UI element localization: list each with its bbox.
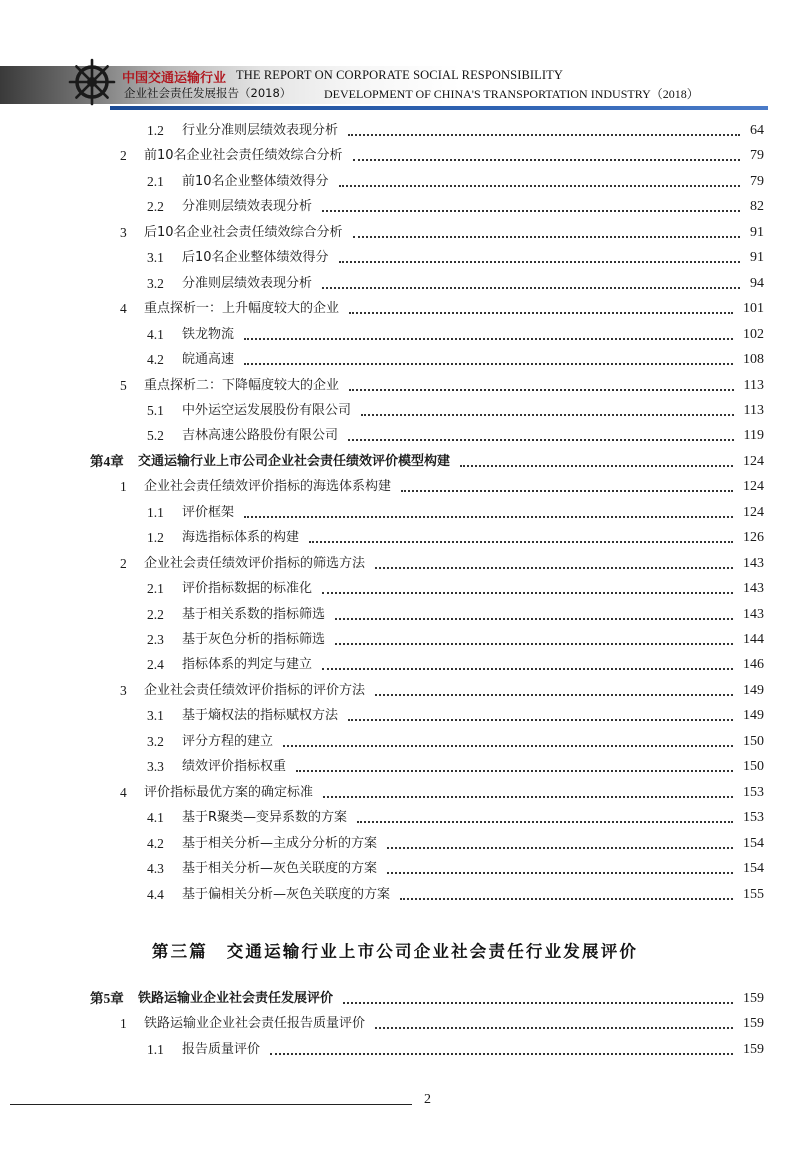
toc-entry-page: 124	[743, 504, 764, 520]
toc-entry-title: 重点探析二：下降幅度较大的企业	[144, 377, 340, 393]
toc-entry-title: 重点探析一：上升幅度较大的企业	[144, 301, 340, 317]
toc-entry[interactable]	[90, 376, 764, 396]
toc-entry[interactable]	[90, 1040, 764, 1060]
toc-entry-page: 153	[743, 810, 764, 826]
toc-entry-page: 146	[743, 657, 764, 673]
toc-entry-title: 海选指标体系的构建	[182, 530, 300, 546]
toc-entry[interactable]	[90, 426, 764, 446]
toc-entry-title: 基于偏相关分析—灰色关联度的方案	[182, 886, 391, 902]
toc-entry-title: 企业社会责任绩效评价指标的筛选方法	[144, 555, 366, 571]
toc-entry-title: 评价指标数据的标准化	[182, 581, 313, 597]
dot-leader	[387, 872, 733, 874]
dot-leader	[296, 770, 733, 772]
toc-entry-page: 144	[743, 632, 764, 647]
toc-entry-page: 91	[750, 224, 764, 240]
toc-chapter-entry[interactable]	[90, 989, 764, 1009]
toc-entry[interactable]	[90, 757, 764, 777]
toc-entry[interactable]	[90, 554, 764, 574]
toc-entry-page: 124	[743, 453, 764, 469]
toc-entry-page: 101	[743, 301, 764, 317]
toc-entry-page: 149	[743, 708, 764, 724]
dot-leader	[357, 821, 733, 823]
toc-entry-number: 2.3	[147, 632, 164, 647]
toc-entry-page: 108	[743, 352, 764, 368]
dot-leader	[322, 210, 740, 212]
toc-entry-title: 交通运输行业上市公司企业社会责任绩效评价模型构建	[138, 453, 451, 469]
toc-entry-title: 企业社会责任绩效评价指标的评价方法	[144, 682, 366, 698]
toc-entry[interactable]	[90, 146, 764, 166]
dot-leader	[400, 898, 733, 900]
toc-entry-number: 第4章	[90, 453, 124, 469]
toc-entry-title: 基于相关系数的指标筛选	[182, 606, 326, 622]
toc-entry-title: 绩效评价指标权重	[182, 759, 287, 775]
toc-entry-number: 5	[120, 377, 127, 393]
toc-entry-number: 3.3	[147, 759, 164, 775]
running-header	[0, 58, 790, 110]
toc-entry-page: 126	[743, 530, 764, 546]
toc-entry-title: 基于灰色分析的指标筛选	[182, 632, 326, 647]
toc-entry-page: 119	[743, 428, 764, 444]
toc-entry[interactable]	[90, 732, 764, 752]
toc-entry-number: 5.1	[147, 402, 164, 418]
toc-entry-number: 4	[120, 301, 127, 317]
toc-entry-page: 155	[743, 886, 764, 902]
toc-entry-title: 分准则层绩效表现分析	[182, 199, 313, 215]
toc-entry-title: 企业社会责任绩效评价指标的海选体系构建	[144, 479, 392, 495]
header-en-subtitle: DEVELOPMENT OF CHINA'S TRANSPORTATION INDUSTRY（2018）	[324, 87, 699, 101]
toc-entry-title: 铁路运输业企业社会责任发展评价	[138, 991, 334, 1006]
dot-leader	[244, 338, 733, 340]
header-rule	[110, 106, 768, 110]
toc-entry-title: 评价指标最优方案的确定标准	[144, 784, 314, 800]
dot-leader	[375, 694, 733, 696]
dot-leader	[348, 439, 734, 441]
toc-entry-number: 1.1	[147, 504, 164, 520]
toc-entry[interactable]	[90, 248, 764, 268]
toc-chapter-entry[interactable]	[90, 452, 764, 472]
toc-entry[interactable]	[90, 325, 764, 345]
toc-entry-number: 2	[120, 148, 127, 164]
toc-entry-title: 基于R聚类—变异系数的方案	[182, 810, 348, 826]
toc-entry-number: 4.4	[147, 886, 164, 902]
toc-entry-page: 79	[750, 148, 764, 164]
toc-entry-title: 基于相关分析—灰色关联度的方案	[182, 861, 378, 877]
toc-entry[interactable]	[90, 859, 764, 879]
toc-entry-page: 79	[750, 173, 764, 189]
toc-entry-page: 159	[743, 1016, 764, 1032]
toc-entry-number: 3	[120, 224, 127, 240]
toc-entry-title: 指标体系的判定与建立	[182, 657, 313, 673]
dot-leader	[283, 745, 733, 747]
toc-entry[interactable]	[90, 605, 764, 625]
dot-leader	[309, 541, 733, 543]
toc-entry-number: 3.1	[147, 708, 164, 724]
toc-entry-page: 154	[743, 835, 764, 851]
toc-entry-title: 报告质量评价	[182, 1041, 261, 1057]
toc-entry[interactable]	[90, 401, 764, 421]
toc-entry-page: 113	[743, 402, 764, 418]
toc-entry-number: 1.2	[147, 123, 164, 138]
toc-entry-number: 2.1	[147, 173, 164, 189]
toc-entry-number: 4.3	[147, 861, 164, 877]
toc-entry-page: 153	[743, 784, 764, 800]
dot-leader	[387, 847, 733, 849]
toc-entry-title: 中外运空运发展股份有限公司	[182, 402, 352, 418]
toc-entry-page: 64	[750, 123, 764, 138]
header-en-title: THE REPORT ON CORPORATE SOCIAL RESPONSIBILITY	[236, 68, 564, 82]
toc-entry[interactable]	[90, 197, 764, 217]
toc-entry[interactable]	[90, 783, 764, 803]
toc-entry-page: 159	[743, 1041, 764, 1057]
toc-entry-page: 150	[743, 733, 764, 749]
dot-leader	[244, 516, 733, 518]
toc-entry-title: 后10名企业整体绩效得分	[182, 250, 329, 266]
toc-entry-number: 1.1	[147, 1041, 164, 1057]
dot-leader	[460, 465, 733, 467]
dot-leader	[349, 389, 734, 391]
toc-entry-title: 铁龙物流	[182, 326, 235, 342]
toc-entry-number: 2	[120, 555, 127, 571]
dot-leader	[401, 490, 733, 492]
dot-leader	[339, 261, 740, 263]
dot-leader	[353, 236, 740, 238]
toc-entry-title: 评价框架	[182, 504, 235, 520]
toc-entry-page: 124	[743, 479, 764, 495]
toc-entry-number: 3.2	[147, 275, 164, 291]
toc-entry[interactable]	[90, 172, 764, 192]
toc-entry[interactable]	[90, 681, 764, 701]
dot-leader	[349, 312, 733, 314]
toc-entry-number: 2.2	[147, 606, 164, 622]
toc-entry-number: 1.2	[147, 530, 164, 546]
toc-entry-page: 150	[743, 759, 764, 775]
toc-entry[interactable]	[90, 350, 764, 370]
dot-leader	[375, 567, 733, 569]
part-heading: 第三篇 交通运输行业上市公司企业社会责任行业发展评价	[151, 942, 639, 961]
toc-entry-title: 行业分准则层绩效表现分析	[182, 123, 339, 138]
toc-entry-page: 143	[743, 555, 764, 571]
dot-leader	[375, 1027, 733, 1029]
toc-entry[interactable]	[90, 834, 764, 854]
toc-entry-number: 1	[120, 1016, 127, 1032]
ship-wheel-icon	[68, 58, 116, 106]
toc-entry-page: 159	[743, 991, 764, 1006]
toc-entry-page: 113	[743, 377, 764, 393]
toc-entry-number: 2.2	[147, 199, 164, 215]
toc-entry-title: 分准则层绩效表现分析	[182, 275, 313, 291]
toc-entry[interactable]	[90, 655, 764, 675]
dot-leader	[335, 643, 733, 645]
dot-leader	[343, 1002, 733, 1004]
toc-entry-page: 149	[743, 682, 764, 698]
toc-entry-number: 4.1	[147, 810, 164, 826]
toc-entry-number: 3.1	[147, 250, 164, 266]
toc-entry-page: 82	[750, 199, 764, 215]
toc-entry-number: 4.1	[147, 326, 164, 342]
dot-leader	[322, 592, 733, 594]
dot-leader	[322, 287, 740, 289]
dot-leader	[323, 796, 733, 798]
dot-leader	[322, 668, 733, 670]
toc-entry-title: 前10名企业社会责任绩效综合分析	[144, 148, 343, 164]
toc-entry-number: 4.2	[147, 835, 164, 851]
toc-entry[interactable]	[90, 223, 764, 243]
toc-entry-page: 94	[750, 275, 764, 291]
footer-rule	[10, 1104, 412, 1105]
toc-entry[interactable]	[90, 885, 764, 905]
toc-entry-title: 后10名企业社会责任绩效综合分析	[144, 224, 343, 240]
page-number: 2	[424, 1092, 431, 1107]
toc-entry-title: 皖通高速	[182, 352, 235, 368]
dot-leader	[335, 618, 733, 620]
dot-leader	[244, 363, 733, 365]
dot-leader	[348, 134, 740, 136]
toc-entry-number: 3	[120, 682, 127, 698]
toc-entry[interactable]	[90, 579, 764, 599]
toc-entry[interactable]	[90, 630, 764, 650]
toc-entry[interactable]	[90, 1014, 764, 1034]
toc-entry-title: 评分方程的建立	[182, 733, 274, 749]
toc-entry-title: 基于相关分析—主成分分析的方案	[182, 835, 378, 851]
header-cn-title: 中国交通运输行业	[122, 71, 227, 86]
toc-entry[interactable]	[90, 706, 764, 726]
toc-entry-number: 第5章	[90, 991, 124, 1006]
toc-entry-title: 基于熵权法的指标赋权方法	[182, 708, 339, 724]
toc-entry-number: 2.4	[147, 657, 164, 673]
toc-entry-page: 91	[750, 250, 764, 266]
toc-entry[interactable]	[90, 274, 764, 294]
toc-entry-number: 5.2	[147, 428, 164, 444]
toc-entry-page: 143	[743, 581, 764, 597]
toc-entry[interactable]	[90, 528, 764, 548]
dot-leader	[270, 1053, 733, 1055]
toc-entry-number: 2.1	[147, 581, 164, 597]
toc-entry[interactable]	[90, 299, 764, 319]
toc-entry-title: 铁路运输业企业社会责任报告质量评价	[144, 1016, 366, 1032]
toc-entry[interactable]	[90, 503, 764, 523]
header-cn-subtitle: 企业社会责任发展报告（2018）	[124, 86, 292, 100]
toc-entry-number: 4.2	[147, 352, 164, 368]
toc-entry[interactable]	[90, 808, 764, 828]
dot-leader	[348, 719, 733, 721]
dot-leader	[339, 185, 740, 187]
toc-entry-page: 102	[743, 326, 764, 342]
toc-entry-page: 143	[743, 606, 764, 622]
toc-entry[interactable]	[90, 477, 764, 497]
toc-entry-title: 前10名企业整体绩效得分	[182, 173, 329, 189]
toc-entry[interactable]	[90, 121, 764, 141]
toc-entry-number: 4	[120, 784, 127, 800]
toc-entry-number: 3.2	[147, 733, 164, 749]
dot-leader	[353, 159, 740, 161]
toc-entry-title: 吉林高速公路股份有限公司	[182, 428, 339, 444]
dot-leader	[361, 414, 734, 416]
toc-entry-number: 1	[120, 479, 127, 495]
toc-entry-page: 154	[743, 861, 764, 877]
